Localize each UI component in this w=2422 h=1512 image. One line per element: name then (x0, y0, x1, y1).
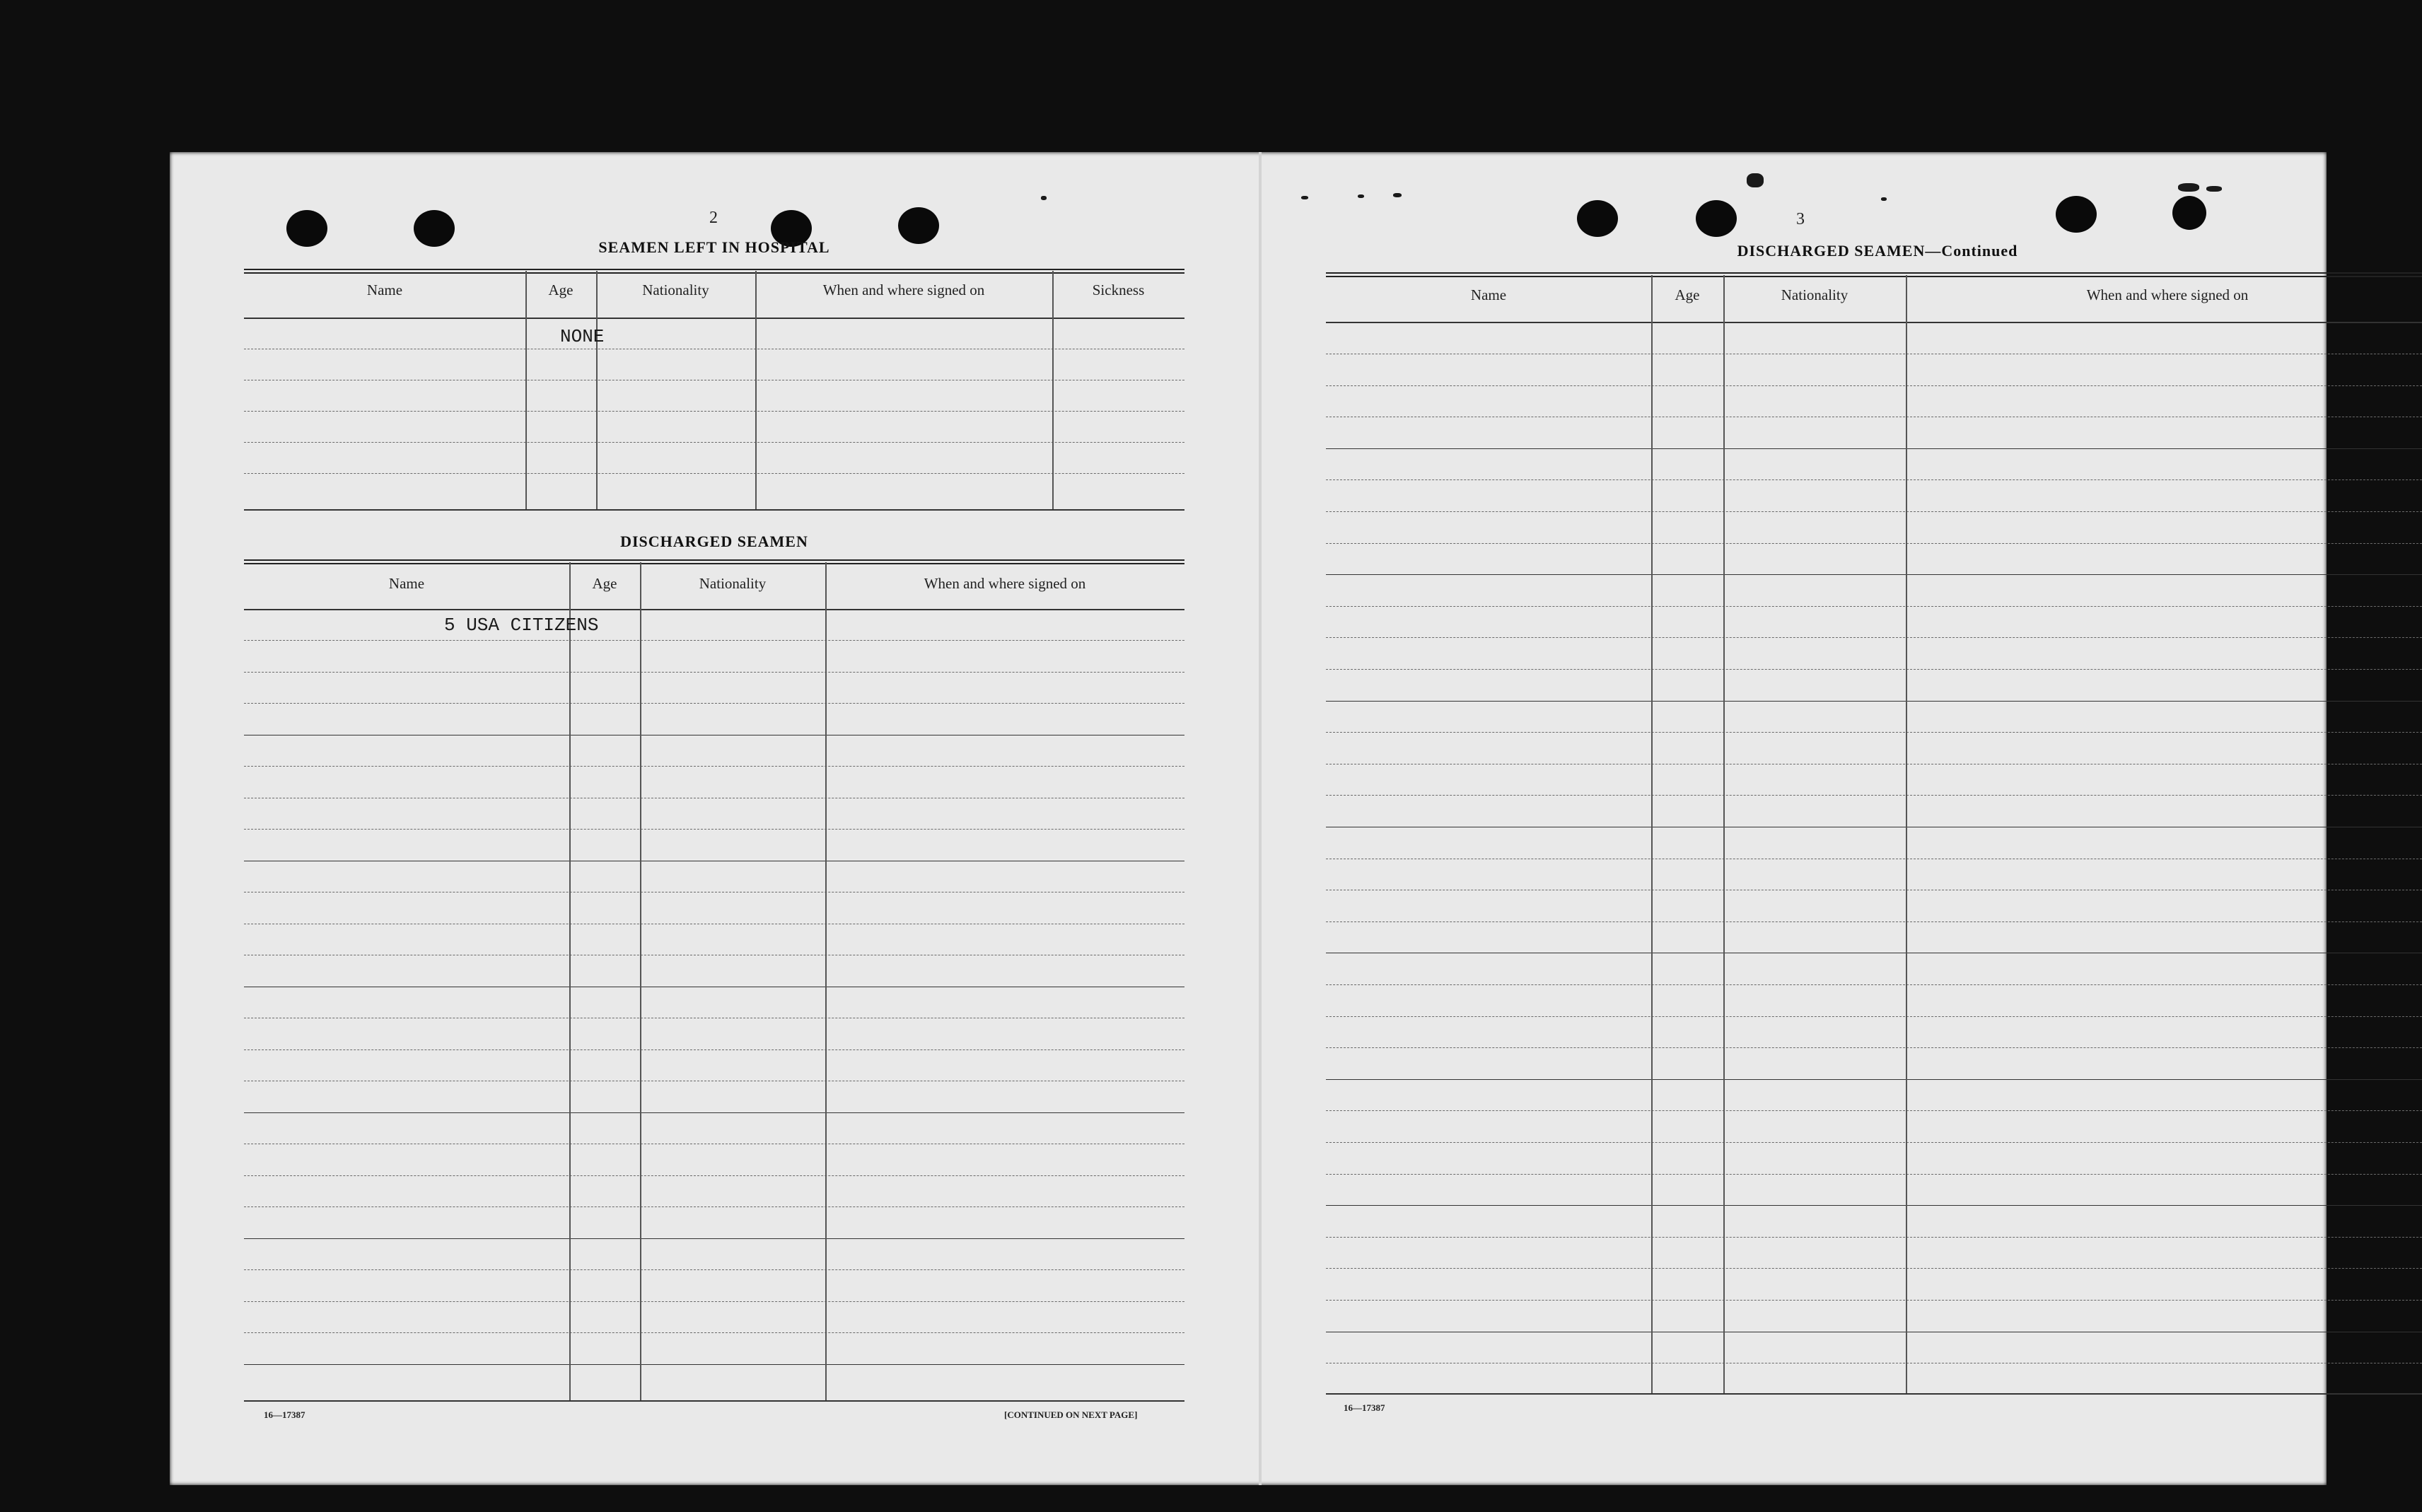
discharged-col-signed-on: When and where signed on (924, 575, 1086, 592)
row-line (1326, 1237, 2422, 1238)
row-line (1326, 1016, 2422, 1017)
row-line (244, 766, 1184, 767)
row-line (1326, 511, 2422, 512)
row-line (244, 1364, 1184, 1365)
column-divider (825, 562, 827, 1400)
row-line (244, 829, 1184, 830)
column-divider (569, 562, 571, 1400)
document-sheet (170, 152, 2327, 1485)
discharged-col-age: Age (592, 575, 617, 592)
punch-hole (2172, 196, 2206, 230)
row-line (1326, 921, 2422, 922)
hospital-col-nationality: Nationality (642, 281, 709, 298)
column-divider (1906, 275, 1907, 1393)
column-divider (755, 271, 757, 509)
row-line (244, 1206, 1184, 1207)
row-line (1326, 1268, 2422, 1269)
row-line (1326, 984, 2422, 985)
form-number-right: 16—17387 (1344, 1402, 1385, 1413)
header-rule (244, 318, 1184, 319)
hospital-table-title: SEAMEN LEFT IN HOSPITAL (598, 238, 830, 256)
header-rule (1326, 322, 2422, 323)
column-divider (1723, 275, 1725, 1393)
continued-col-name: Name (1470, 286, 1507, 303)
row-line (244, 640, 1184, 641)
column-divider (596, 271, 598, 509)
speck (1301, 196, 1308, 199)
hospital-col-signed-on: When and where signed on (822, 281, 985, 298)
speck (1358, 194, 1364, 198)
row-line (244, 1301, 1184, 1302)
speck (2178, 183, 2199, 192)
row-line (244, 1049, 1184, 1050)
page-number-left: 2 (709, 209, 718, 227)
punch-hole (2056, 196, 2097, 233)
page-number-right: 3 (1796, 210, 1805, 228)
continued-col-signed-on: When and where signed on (2086, 286, 2249, 303)
row-line (1326, 448, 2422, 449)
row-line (1326, 732, 2422, 733)
discharged-col-name: Name (388, 575, 425, 592)
table-top-rule (1326, 272, 2422, 277)
table-bottom-rule (244, 1400, 1184, 1402)
row-line (1326, 669, 2422, 670)
row-line (1326, 479, 2422, 480)
row-line (1326, 1300, 2422, 1301)
hospital-col-sickness: Sickness (1092, 281, 1145, 298)
row-line (1326, 1079, 2422, 1080)
row-line (244, 1269, 1184, 1270)
hospital-entry: NONE (560, 326, 605, 347)
speck (1747, 173, 1764, 187)
speck (1041, 196, 1047, 200)
punch-hole (1696, 200, 1737, 237)
row-line (244, 442, 1184, 443)
row-line (244, 473, 1184, 474)
discharged-table-title: DISCHARGED SEAMEN (620, 533, 808, 550)
row-line (1326, 543, 2422, 544)
row-line (1326, 1110, 2422, 1111)
page-fold (1259, 152, 1262, 1485)
hospital-col-age: Age (548, 281, 574, 298)
row-line (1326, 385, 2422, 386)
row-line (1326, 1174, 2422, 1175)
row-line (1326, 637, 2422, 638)
speck (1881, 197, 1887, 201)
row-line (1326, 574, 2422, 575)
row-line (1326, 795, 2422, 796)
continued-col-nationality: Nationality (1781, 286, 1848, 303)
row-line (244, 1238, 1184, 1239)
row-line (244, 411, 1184, 412)
row-line (244, 1175, 1184, 1176)
column-divider (525, 271, 527, 509)
punch-hole (1577, 200, 1618, 237)
row-line (244, 1332, 1184, 1333)
table-bottom-rule (244, 509, 1184, 511)
header-rule (244, 609, 1184, 610)
discharged-col-nationality: Nationality (699, 575, 767, 592)
column-divider (1052, 271, 1054, 509)
speck (1393, 193, 1402, 197)
hospital-col-name: Name (366, 281, 403, 298)
row-line (244, 1112, 1184, 1113)
row-line (244, 672, 1184, 673)
discharged-continued-title: DISCHARGED SEAMEN—Continued (1737, 242, 2018, 260)
row-line (1326, 1047, 2422, 1048)
continued-note: [CONTINUED ON NEXT PAGE] (1004, 1409, 1138, 1420)
discharged-entry: 5 USA CITIZENS (444, 615, 599, 636)
speck (2206, 186, 2222, 192)
row-line (1326, 1205, 2422, 1206)
row-line (1326, 1142, 2422, 1143)
row-line (1326, 606, 2422, 607)
row-line (1326, 701, 2422, 702)
continued-col-age: Age (1675, 286, 1700, 303)
table-top-rule (244, 269, 1184, 274)
column-divider (1651, 275, 1653, 1393)
column-divider (640, 562, 641, 1400)
form-number-left: 16—17387 (264, 1409, 305, 1420)
table-bottom-rule (1326, 1393, 2422, 1395)
row-line (244, 703, 1184, 704)
table-top-rule (244, 559, 1184, 564)
